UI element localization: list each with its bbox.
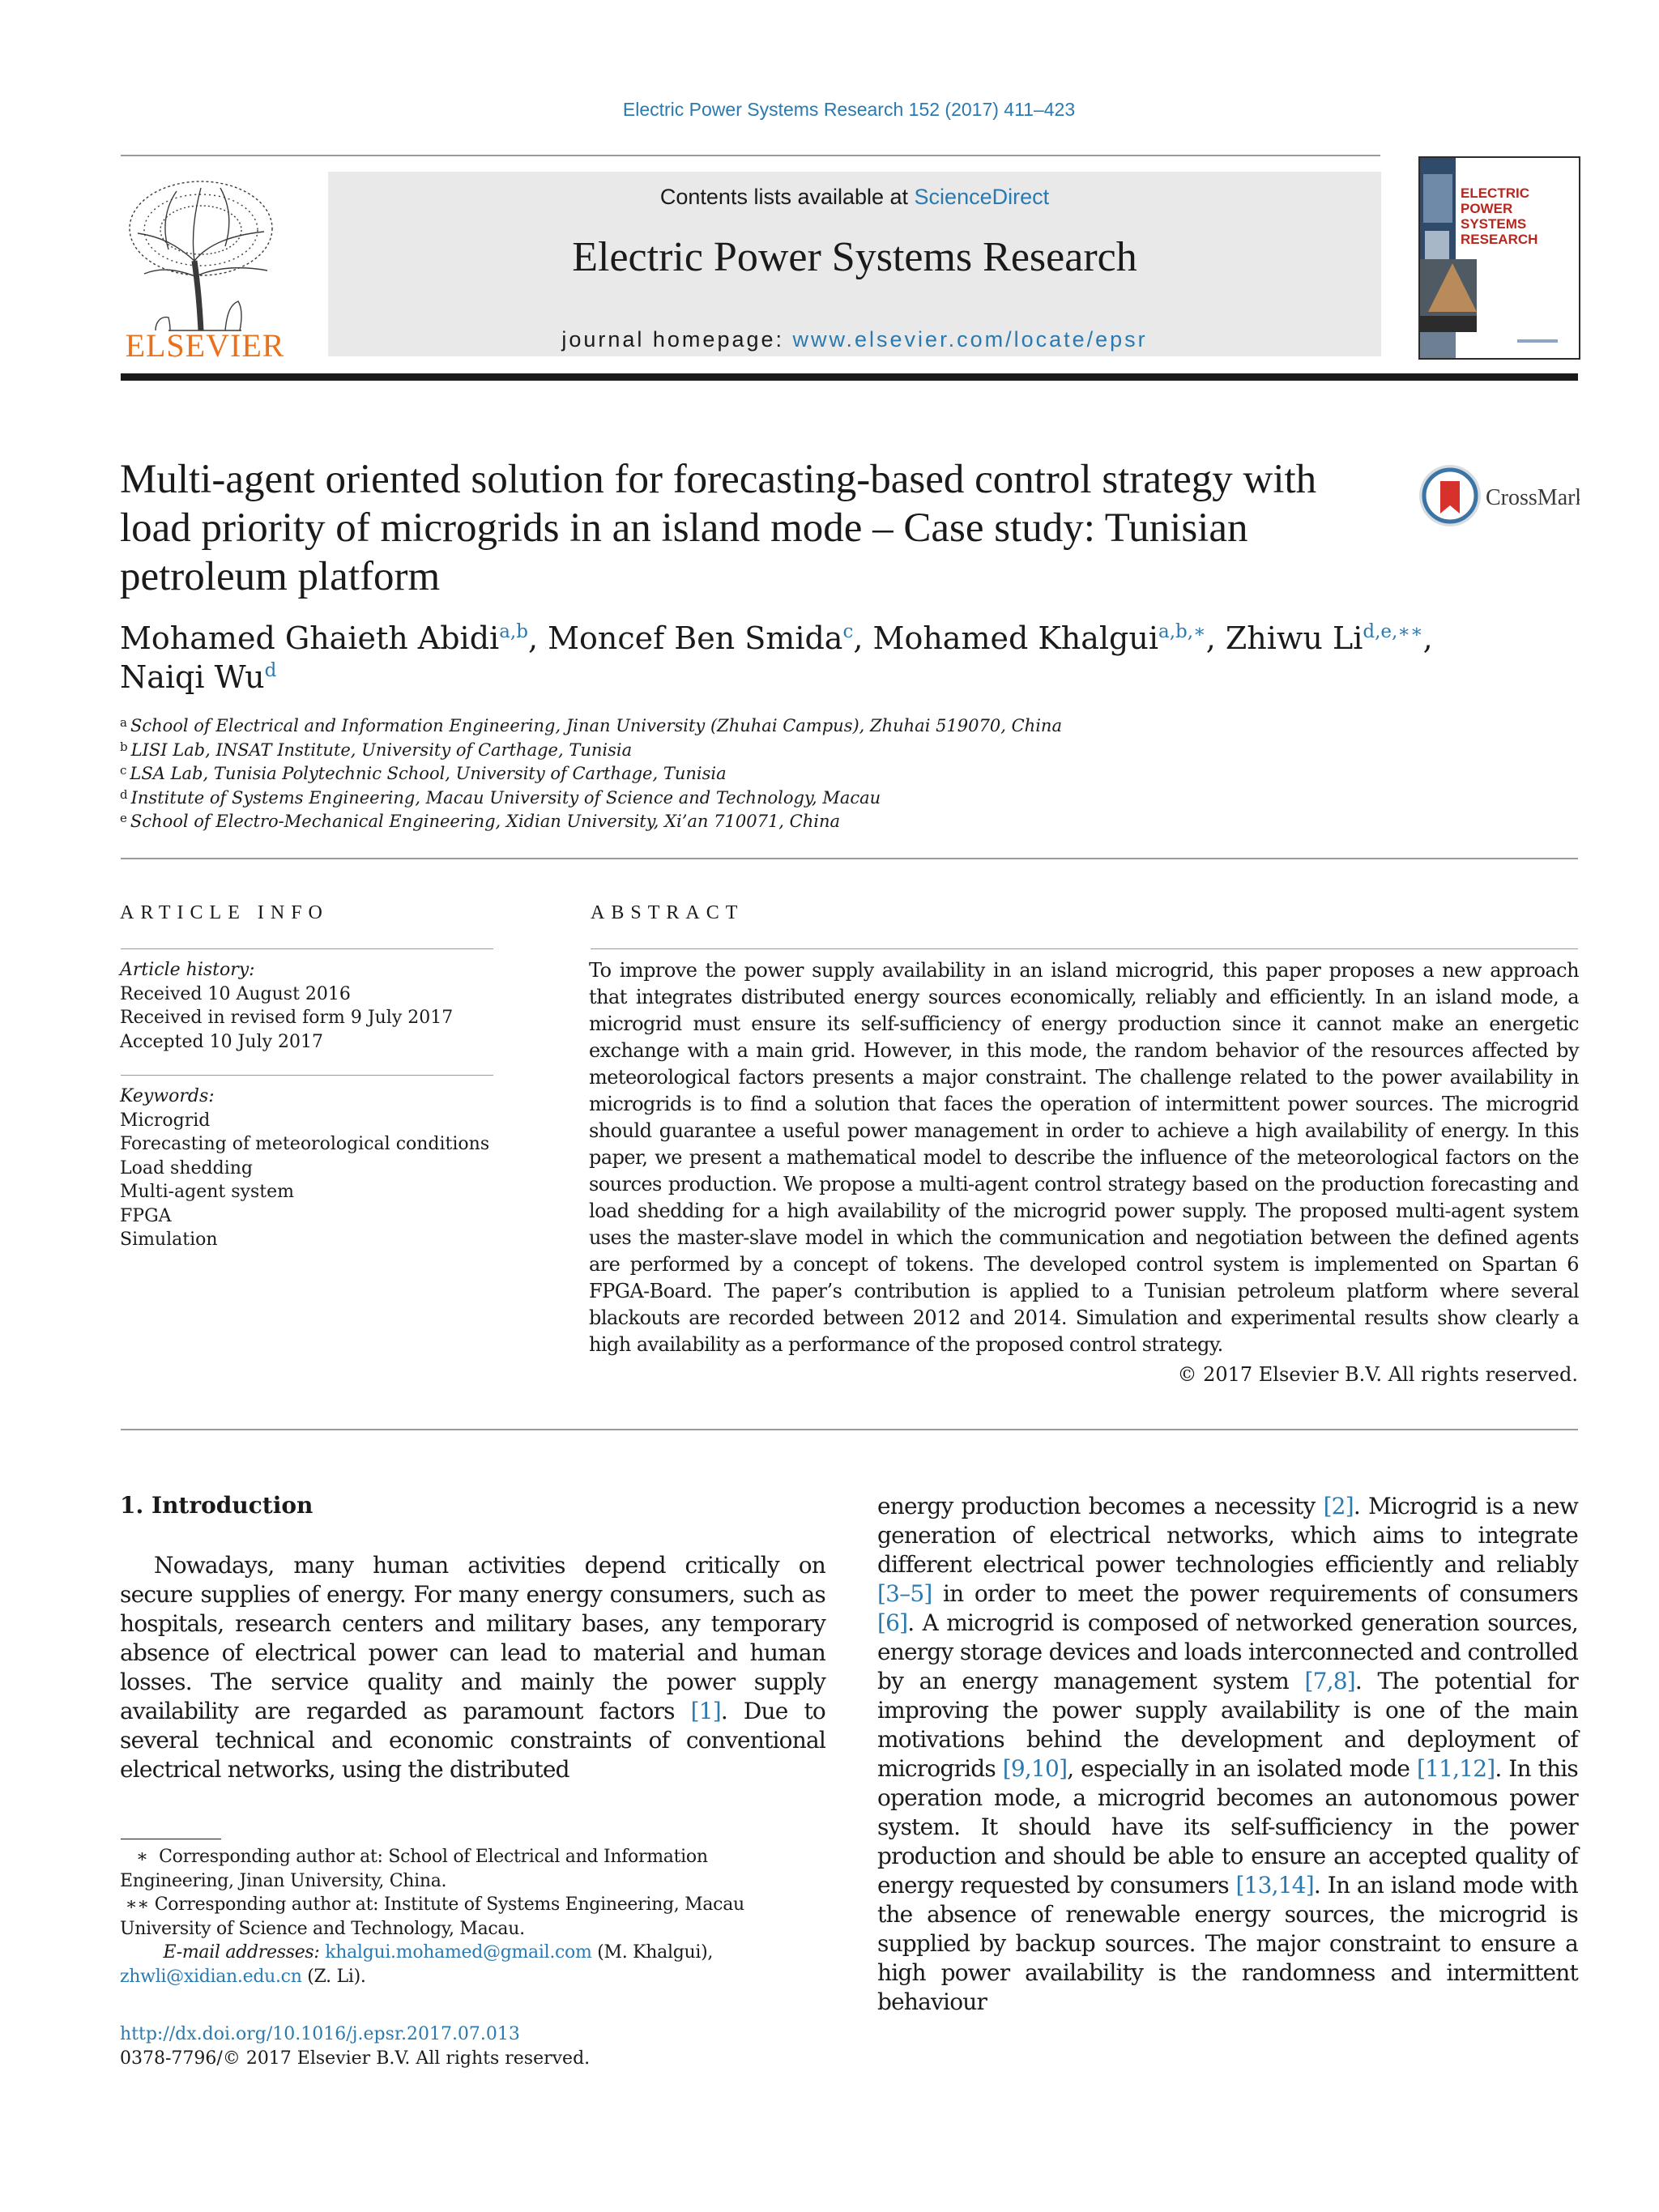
affiliation-text: Institute of Systems Engineering, Macau University of Science and Technology, Macau — [130, 787, 881, 808]
affiliation-text: LISI Lab, INSAT Institute, University of Carthage, Tunisia — [130, 739, 633, 760]
journal-homepage-link[interactable]: www.elsevier.com/locate/epsr — [792, 327, 1148, 352]
author-separator: , — [1205, 620, 1226, 656]
doi-block — [120, 2022, 825, 2070]
body-text-segment: . In this operation mode, a microgrid becomes an autonomous power system. It should have its self-sufficiency in the power production and should be able to ensure an accepted quality of energy requested by consumers — [877, 1755, 1578, 1899]
author-list — [120, 619, 1497, 697]
citation-link[interactable]: [7,8] — [1304, 1668, 1355, 1694]
footnote-mark: ∗ — [136, 1847, 148, 1867]
doi-link[interactable]: http://dx.doi.org/10.1016/j.epsr.2017.07.013 — [120, 2024, 520, 2044]
journal-cover-thumbnail[interactable] — [1418, 156, 1580, 360]
author-name[interactable]: Moncef Ben Smida — [548, 620, 843, 656]
citation-link[interactable]: [3–5] — [877, 1580, 932, 1607]
keyword-list — [120, 1085, 493, 1252]
author-separator: , — [1422, 620, 1433, 656]
article-info-heading: ARTICLE INFO — [120, 902, 329, 923]
elsevier-tree-icon — [120, 172, 290, 360]
info-rule — [121, 948, 493, 949]
keyword-item: Multi-agent system — [120, 1182, 294, 1202]
crossmark-label: CrossMark — [1486, 485, 1580, 510]
footnote-emails — [120, 1941, 825, 1988]
author-affiliation-marks[interactable]: a,b — [499, 621, 528, 642]
elsevier-logo[interactable] — [120, 172, 290, 360]
abstract-text: To improve the power supply availability in an island microgrid, this paper proposes a new approach that integrates distributed energy sources economically, reliably and efficiently. In an island mode, a microgrid must ensure its self-sufficiency of energy production since it cannot make an energetic exchange with a main grid. However, in this mode, the random behavior of the resources affected by meteorological factors presents a major constraint. The challenge related to the power availability in microgrids is to find a solution that faces the operation of intermittent power sources. The microgrid should guarantee a useful power management in order to achieve a high availability of energy. In this paper, we present a mathematical model to describe the influence of the meteorological factors on the sources production. We propose a multi-agent control strategy based on the production forecasting and load shedding for a high availability of the microgrid power supply. The proposed multi-agent system uses the master-slave model in which the communication and negotiation between the defined agents are performed by a concept of tokens. The developed control system is implemented on Spartan 6 FPGA-Board. The paper’s contribution is applied to a Tunisian petroleum platform where several blackouts are recorded between 2012 and 2014. Simulation and experimental results show clearly a high availability as a performance of the proposed control strategy. — [589, 959, 1579, 1356]
author-affiliation-marks[interactable]: d — [264, 660, 277, 681]
affiliation-text: LSA Lab, Tunisia Polytechnic School, University of Carthage, Tunisia — [130, 764, 727, 783]
email-owner: (Z. Li). — [301, 1966, 366, 1987]
body-text-segment: , especially in an isolated mode — [1067, 1755, 1417, 1782]
body-text-segment: . The potential for improving the power supply availability is one of the main motivations behind the development and deployment of microgrids — [877, 1668, 1578, 1782]
footnote-corresponding-2 — [120, 1893, 825, 1941]
affiliation-item — [120, 739, 1335, 763]
author-affiliation-marks[interactable]: a,b,∗ — [1158, 621, 1206, 642]
body-text-segment: Nowadays, many human activities depend critically on secure supplies of energy. For many energy consumers, such as hospitals, research centers and military bases, any temporary absence of electrical power can lead to material and human losses. The service quality and mainly the power supply availability are regarded as paramount factors — [120, 1552, 825, 1724]
author-name[interactable]: Mohamed Ghaieth Abidi — [120, 620, 500, 656]
abstract-rule — [591, 948, 1578, 949]
affiliation-item — [120, 714, 1335, 739]
author-name[interactable]: Zhiwu Li — [1225, 620, 1363, 656]
body-column-left — [120, 1551, 825, 1784]
section-rule — [121, 858, 1578, 859]
issn-line: 0378-7796/© 2017 Elsevier B.V. All rights reserved. — [120, 2048, 591, 2069]
cover-title: ELECTRIC POWER SYSTEMS RESEARCH — [1461, 185, 1538, 247]
section-rule — [121, 1429, 1578, 1430]
footnote-text: Corresponding author at: School of Electrical and Information Engineering, Jinan University, China. — [120, 1847, 708, 1891]
affiliation-list — [120, 714, 1335, 834]
affiliation-mark: a — [120, 715, 127, 730]
history-revised: Received in revised form 9 July 2017 — [120, 1008, 454, 1028]
crossmark-badge[interactable] — [1418, 463, 1580, 531]
body-column-right — [877, 1492, 1578, 2017]
contents-prefix: Contents lists available at — [659, 185, 915, 209]
email-label: E-mail addresses: — [163, 1942, 320, 1963]
keyword-item: Simulation — [120, 1230, 218, 1250]
affiliation-mark: e — [120, 811, 127, 825]
footnote-text: Corresponding author at: Institute of Systems Engineering, Macau University of Science and Technology, Macau. — [120, 1894, 744, 1939]
homepage-line — [328, 327, 1381, 352]
journal-title: Electric Power Systems Research — [572, 234, 1137, 280]
body-text-segment: . Due to several technical and economic constraints of conventional electrical networks, using the distributed — [120, 1698, 825, 1783]
history-accepted: Accepted 10 July 2017 — [120, 1031, 323, 1052]
email-link-li[interactable]: zhwli@xidian.edu.cn — [120, 1966, 302, 1987]
keyword-item: FPGA — [120, 1205, 172, 1226]
elsevier-wordmark: ELSEVIER — [125, 327, 285, 360]
abstract-heading: ABSTRACT — [591, 902, 744, 923]
affiliation-item — [120, 810, 1335, 834]
sciencedirect-link[interactable]: ScienceDirect — [914, 185, 1050, 209]
introduction-heading: 1. Introduction — [120, 1492, 313, 1519]
affiliation-text: School of Electrical and Information Engineering, Jinan University (Zhuhai Campus), Zhuhai 519070, China — [130, 716, 1062, 735]
top-rule — [121, 155, 1380, 156]
author-separator: , — [527, 620, 548, 656]
body-text-segment: . A microgrid is composed of networked generation sources, energy storage devices and loads interconnected and controlled by an energy management system — [877, 1609, 1578, 1694]
citation-link[interactable]: [9,10] — [1002, 1755, 1068, 1782]
citation-link[interactable]: [2] — [1323, 1493, 1354, 1519]
author-affiliation-marks[interactable]: c — [842, 621, 854, 642]
homepage-prefix: journal homepage: — [561, 327, 793, 352]
citation-link[interactable]: [11,12] — [1416, 1755, 1495, 1782]
body-text-segment: . In an island mode with the absence of renewable energy sources, the microgrid is supplied by backup sources. The major constraint to ensure a high power availability is the randomness and intermittent behaviour — [877, 1872, 1579, 2015]
email-owner: (M. Khalgui), — [591, 1942, 714, 1963]
citation-link[interactable]: [1] — [690, 1698, 721, 1724]
affiliation-mark: b — [120, 739, 128, 754]
citation-link[interactable]: [6] — [877, 1609, 908, 1636]
keyword-item: Microgrid — [120, 1110, 211, 1131]
journal-header-box — [328, 172, 1381, 356]
keywords-label: Keywords: — [120, 1086, 215, 1106]
citation-link[interactable]: [13,14] — [1235, 1872, 1314, 1899]
body-text-segment: . Microgrid is a new generation of electrical networks, which aims to integrate different electrical power technologies efficiently and reliably — [877, 1493, 1578, 1578]
crossmark-icon — [1418, 463, 1580, 531]
affiliation-item — [120, 762, 1335, 786]
affiliation-mark: d — [120, 786, 128, 802]
keyword-item: Forecasting of meteorological conditions — [120, 1134, 490, 1154]
history-label: Article history: — [120, 960, 255, 980]
footnote-corresponding-1 — [120, 1845, 825, 1893]
history-received: Received 10 August 2016 — [120, 983, 351, 1004]
email-link-khalgui[interactable]: khalgui.mohamed@gmail.com — [325, 1942, 592, 1963]
paper-title: Multi-agent oriented solution for forecasting-based control strategy with load priority of microgrids in an island mode – Case study: Tunisian petroleum platform — [120, 457, 1317, 599]
footnotes — [120, 1845, 825, 1988]
affiliation-item — [120, 786, 1335, 811]
author-name[interactable]: Naiqi Wu — [120, 659, 265, 695]
footnote-mark: ∗∗ — [125, 1894, 150, 1915]
header-rule — [121, 373, 1578, 381]
info-rule — [121, 1075, 493, 1076]
body-text-segment: energy production becomes a necessity — [877, 1493, 1324, 1519]
journal-reference[interactable]: Electric Power Systems Research 152 (2017) 411–423 — [622, 99, 1076, 120]
author-affiliation-marks[interactable]: d,e,∗∗ — [1363, 621, 1423, 642]
abstract-copyright: © 2017 Elsevier B.V. All rights reserved. — [1177, 1363, 1578, 1386]
affiliation-mark: c — [120, 763, 127, 778]
affiliation-text: School of Electro-Mechanical Engineering, Xidian University, Xi’an 710071, China — [130, 812, 841, 831]
author-separator: , — [853, 620, 873, 656]
article-history — [120, 958, 493, 1054]
contents-line — [328, 185, 1381, 210]
body-text-segment: in order to meet the power requirements of consumers — [932, 1580, 1578, 1607]
author-name[interactable]: Mohamed Khalgui — [872, 620, 1158, 656]
keyword-item: Load shedding — [120, 1157, 253, 1178]
